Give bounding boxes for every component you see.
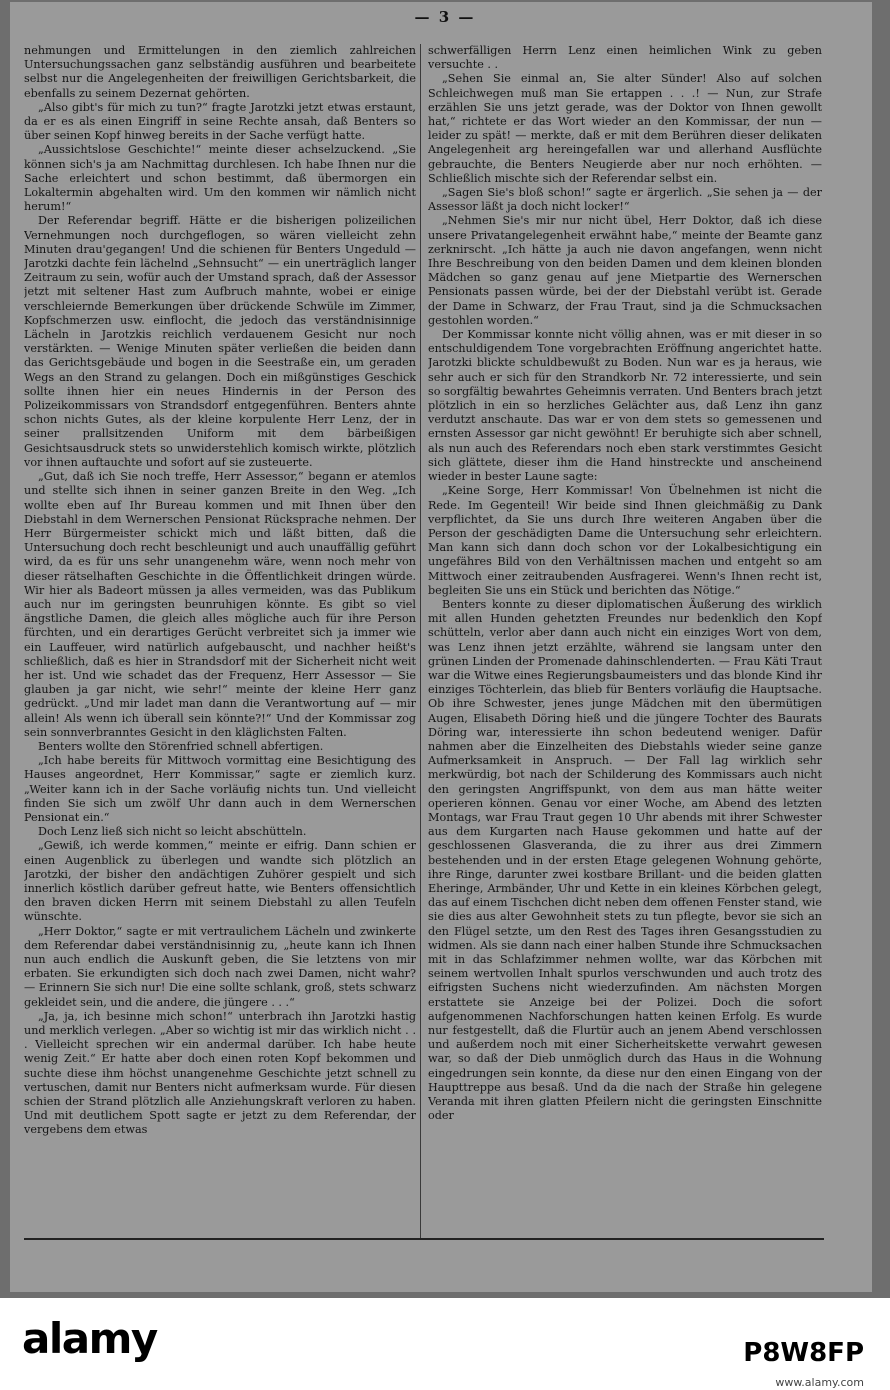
paragraph: Doch Lenz ließ sich nicht so leicht abschütteln. <box>38 825 307 839</box>
paragraph: „Gewiß, ich werde kommen,“ meinte er eifrig. Dann schien er einen Augenblick zu überlegen und wandte sich plötzlich an Jarotzki, der bisher den andächtigen Zuhörer gespielt und sich innerlich köstlich darüber gefreut hatte, wie Benters offensichtlich den braven dicken Herrn mit seinem Diebstahl zu allen Teufeln wünschte. <box>24 839 416 924</box>
alamy-logo: alamy <box>22 1314 157 1363</box>
paragraph: Benters konnte zu dieser diplomatischen Äußerung des wirklich mit allen Hunden gehetzten Freundes nur bedenklich den Kopf schütteln, verlor aber dann auch nicht ein einziges Wort von dem, was Lenz ihnen jetzt erzählte, während sie langsam unter den grünen Linden der Promenade dahinschlenderten. — Frau Käti Traut war die Witwe eines Regierungsbaumeisters und das blonde Kind ihr einziges Töchterlein, das blieb für Benters vorläufig die Hauptsache. Ob ihre Schwester, jenes junge Mädchen mit den übermütigen Augen, Elisabeth Döring hieß und die jüngere Tochter des Baurats Döring war, interessierte ihn schon bedeutend weniger. Dafür nahmen aber die Einzelheiten des Diebstahls wieder seine ganze Aufmerksamkeit in Anspruch. — Der Fall lag wirklich sehr merkwürdig, bot nach der Schilderung des Kommissars auch nicht den geringsten Angriffspunkt, von dem aus man hätte weiter operieren können. Genau vor einer Woche, am Abend des letzten Montags, war Frau Traut gegen 10 Uhr abends mit ihrer Schwester aus dem Kurgarten nach Hause gekommen und hatte auf der geschlossenen Glasveranda, die zu ihrer aus drei Zimmern bestehenden und in der ersten Etage gelegenen Wohnung gehörte, ihre Ringe, darunter zwei kostbare Brillant- und die beiden glatten Eheringe, Armbänder, Uhr und Kette in ein kleines Körbchen gelegt, das auf einem Tischchen dicht neben dem offenen Fenster stand, wie sie dies aus alter Gewohnheit stets zu tun pflegte, bevor sie sich an den Flügel setzte, um den Rest des Tages ihren Gesangsstudien zu widmen. Als sie dann nach einer halben Stunde ihre Schmucksachen mit in das Schlafzimmer nehmen wollte, war das Körbchen mit seinem wertvollen Inhalt spurlos verschwunden und auch trotz des eifrigsten Suchens nicht wiederzufinden. Am nächsten Morgen erstattete sie Anzeige bei der Polizei. Doch die sofort aufgenommenen Nachforschungen hatten keinen Erfolg. Es wurde nur festgestellt, daß die Flurtür auch an jenem Abend verschlossen und außerdem noch mit einer Sicherheitskette verwahrt gewesen war, so daß der Dieb unmöglich durch das Haus in die Wohnung eingedrungen sein konnte, da diese nur den einen Eingang von der Haupttreppe aus besaß. Und da die nach der Straße hin gelegene Veranda mit ihren glatten Pfeilern nicht die geringsten Einschnitte oder <box>428 597 822 1123</box>
paragraph: „Sehen Sie einmal an, Sie alter Sünder! Also auf solchen Schleichwegen muß man Sie ertappen . . .! — Nun, zur Strafe erzählen Sie uns jetzt gerade, was der Doktor von Ihnen gewollt hat,“ richtete er das Wort wieder an den Kommissar, der nun — leider zu spät! — merkte, daß er mit dem Berühren dieser delikaten Angelegenheit arg hereingefallen war und allerhand Ausflüchte gebrauchte, die Benters Neugierde aber nur noch erhöhten. — Schließlich mischte sich der Referendar selbst ein. <box>428 72 822 185</box>
image-id: P8W8FP <box>743 1338 864 1368</box>
paragraph: Benters wollte den Störenfried schnell abfertigen. <box>38 739 324 753</box>
paragraph: „Keine Sorge, Herr Kommissar! Von Übelnehmen ist nicht die Rede. Im Gegenteil! Wir beide sind Ihnen gleichmäßig zu Dank verpflichtet, da Sie uns durch Ihre weiteren Angaben über die Person der geschädigten Dame die Untersuchung sehr erleichtern. Man kann sich dann doch schon vor der Lokalbesichtigung ein ungefähres Bild von den Verhältnissen machen und entgeht so am Mittwoch einer zeitraubenden Ausfragerei. Wenn's Ihnen recht ist, begleiten Sie uns ein Stück und berichten das Nötige.“ <box>428 484 822 597</box>
paragraph: „Also gibt's für mich zu tun?“ fragte Jarotzki jetzt etwas erstaunt, da er es als einen Eingriff in seine Rechte ansah, daß Benters so über seinen Kopf hinweg bereits in der Sache verfügt hatte. <box>24 100 416 143</box>
paragraph: „Aussichtslose Geschichte!“ meinte dieser achselzuckend. „Sie können sich's ja am Nachmittag durchlesen. Ich habe Ihnen nur die Sache erleichtert und schon bestimmt, daß übermorgen ein Lokaltermin abgehalten wird. Um den kommen wir nämlich nicht herum!“ <box>24 143 416 214</box>
paragraph: Der Referendar begriff. Hätte er die bisherigen polizeilichen Vernehmungen noch durchgeflogen, so wären vielleicht zehn Minuten drau'gegangen! Und die schienen für Benters Ungeduld — Jarotzki dachte fein lächelnd „Sehnsucht“ — ein unerträglich langer Zeitraum zu sein, wofür auch der Umstand sprach, daß der Assessor jetzt mit seltener Hast zum Aufbruch mahnte, wobei er einige verschleiernde Bemerkungen über drückende Schwüle im Zimmer, Kopfschmerzen usw. einflocht, die jedoch das verständnisinnige Lächeln in Jarotzkis reichlich verdauenem Gesicht nur noch verstärkten. — Wenige Minuten später verließen die beiden dann das Gerichtsgebäude und bogen in die Seestraße ein, um geraden Wegs an den Strand zu gelangen. Doch ein mißgünstiges Geschick sollte ihnen hier ein neues Hindernis in der Person des Polizeikommissars von Strandsdorf entgegenführen. Benters ahnte schon nichts Gutes, als der kleine korpulente Herr Lenz, der in seiner prallsitzenden Uniform mit dem bärbeißigen Gesichtsausdruck stets so unwiderstehlich komisch wirkte, plötzlich vor ihnen auftauchte und sofort auf sie zusteuerte. <box>24 214 416 469</box>
column-divider <box>420 44 421 1238</box>
page-number: — 3 — <box>414 8 476 26</box>
bottom-rule <box>24 1238 824 1240</box>
paragraph: „Herr Doktor,“ sagte er mit vertraulichem Lächeln und zwinkerte dem Referendar dabei verständnisinnig zu, „heute kann ich Ihnen nun auch endlich die Auskunft geben, die Sie letztens von mir erbaten. Sie erkundigten sich doch nach zwei Damen, nicht wahr? — Erinnern Sie sich nur! Die eine sollte schlank, groß, stets schwarz gekleidet sein, und die andere, die jüngere . . .“ <box>24 924 416 1009</box>
paragraph: Der Kommissar konnte nicht völlig ahnen, was er mit dieser in so entschuldigendem Tone vorgebrachten Eröffnung angerichtet hatte. Jarotzki blickte schuldbewußt zu Boden. Nun war es ja heraus, wie sehr auch er sich für den Strandkorb Nr. 72 interessierte, und sein so sorgfältig bewahrtes Geheimnis verraten. Und Benters brach jetzt plötzlich in ein so herzliches Gelächter aus, daß Lenz ihn ganz verdutzt anschaute. Das war er von dem stets so gemessenen und ernsten Assessor gar nicht gewöhnt! Er beruhigte sich aber schnell, als nun auch des Referendars noch eben stark verstimmtes Gesicht sich glättete, dieser ihm die Hand hinstreckte und anscheinend wieder in bester Laune sagte: <box>428 328 822 484</box>
paragraph: schwerfälligen Herrn Lenz einen heimlichen Wink zu geben versuchte . . <box>428 44 822 72</box>
paragraph: nehmungen und Ermittelungen in den ziemlich zahlreichen Untersuchungssachen ganz selbständig ausführen und bearbeitete selbst nur die Angelegenheiten der freiwilligen Gerichtsbarkeit, die ebenfalls zu seinem Dezernat gehörten. <box>24 44 416 100</box>
paragraph: „Sagen Sie's bloß schon!“ sagte er ärgerlich. „Sie sehen ja — der Assessor läßt ja doch nicht locker!“ <box>428 186 822 214</box>
right-column <box>428 44 822 1238</box>
paragraph: „Ja, ja, ich besinne mich schon!“ unterbrach ihn Jarotzki hastig und merklich verlegen. „Aber so wichtig ist mir das wirklich nicht . . . Vielleicht sprechen wir ein andermal darüber. Ich habe heute wenig Zeit.“ Er hatte aber doch einen roten Kopf bekommen und suchte diese ihm höchst unangenehme Geschichte jetzt schnell zu vertuschen, damit nur Benters nicht aufmerksam wurde. Für diesen schien der Strand plötzlich alle Anziehungskraft verloren zu haben. Und mit deutlichem Spott sagte er jetzt zu dem Referendar, der vergebens dem etwas <box>24 1009 416 1137</box>
paragraph: „Nehmen Sie's mir nur nicht übel, Herr Doktor, daß ich diese unsere Privatangelegenheit erwähnt habe,“ meinte der Beamte ganz zerknirscht. „Ich hätte ja auch nie davon angefangen, wenn nicht Ihre Beschreibung von den beiden Damen und dem kleinen blonden Mädchen so ganz genau auf jene Mietpartie des Wernerschen Pensionats passen würde, bei der der Diebstahl verübt ist. Gerade der Dame in Schwarz, der Frau Traut, sind ja die Schmucksachen gestohlen worden.“ <box>428 214 822 327</box>
paragraph: „Ich habe bereits für Mittwoch vormittag eine Besichtigung des Hauses angeordnet, Herr Kommissar,“ sagte er ziemlich kurz. „Weiter kann ich in der Sache vorläufig nichts tun. Und vielleicht finden Sie sich um zwölf Uhr dann auch in dem Wernerschen Pensionat ein.“ <box>24 754 416 824</box>
watermark-url: www.alamy.com <box>775 1376 864 1389</box>
paragraph: „Gut, daß ich Sie noch treffe, Herr Assessor,“ begann er atemlos und stellte sich ihnen in seiner ganzen Breite in den Weg. „Ich wollte eben auf Ihr Bureau kommen und mit Ihnen über den Diebstahl in dem Wernerschen Pensionat Rücksprache nehmen. Der Herr Bürgermeister schickt mich und läßt bitten, daß die Untersuchung doch recht beschleunigt und auch unauffällig geführt wird, da es für uns sehr unangenehm wäre, wenn noch mehr von dieser rätselhaften Geschichte in die Öffentlichkeit dringen würde. Wir hier als Badeort müssen ja alles vermeiden, was das Publikum auch nur im geringsten beunruhigen könnte. Es gibt so viel ängstliche Damen, die gleich alles mögliche auch für ihre Person fürchten, und ein derartiges Gerücht verbreitet sich ja immer wie ein Lauffeuer, wird natürlich aufgebauscht, und nachher heißt's schließlich, daß es hier in Strandsdorf mit der Sicherheit nicht weit her ist. Und wie schadet das der Frequenz, Herr Assessor — Sie glauben ja gar nicht, wie sehr!“ meinte der kleine Herr ganz gedrückt. „Und mir ladet man dann die Verantwortung auf — mir allein! Als wenn ich überall sein könnte?!“ Und der Kommissar zog sein sonnverbranntes Gesicht in den kläglichsten Falten. <box>24 470 416 739</box>
left-column <box>24 44 416 1238</box>
